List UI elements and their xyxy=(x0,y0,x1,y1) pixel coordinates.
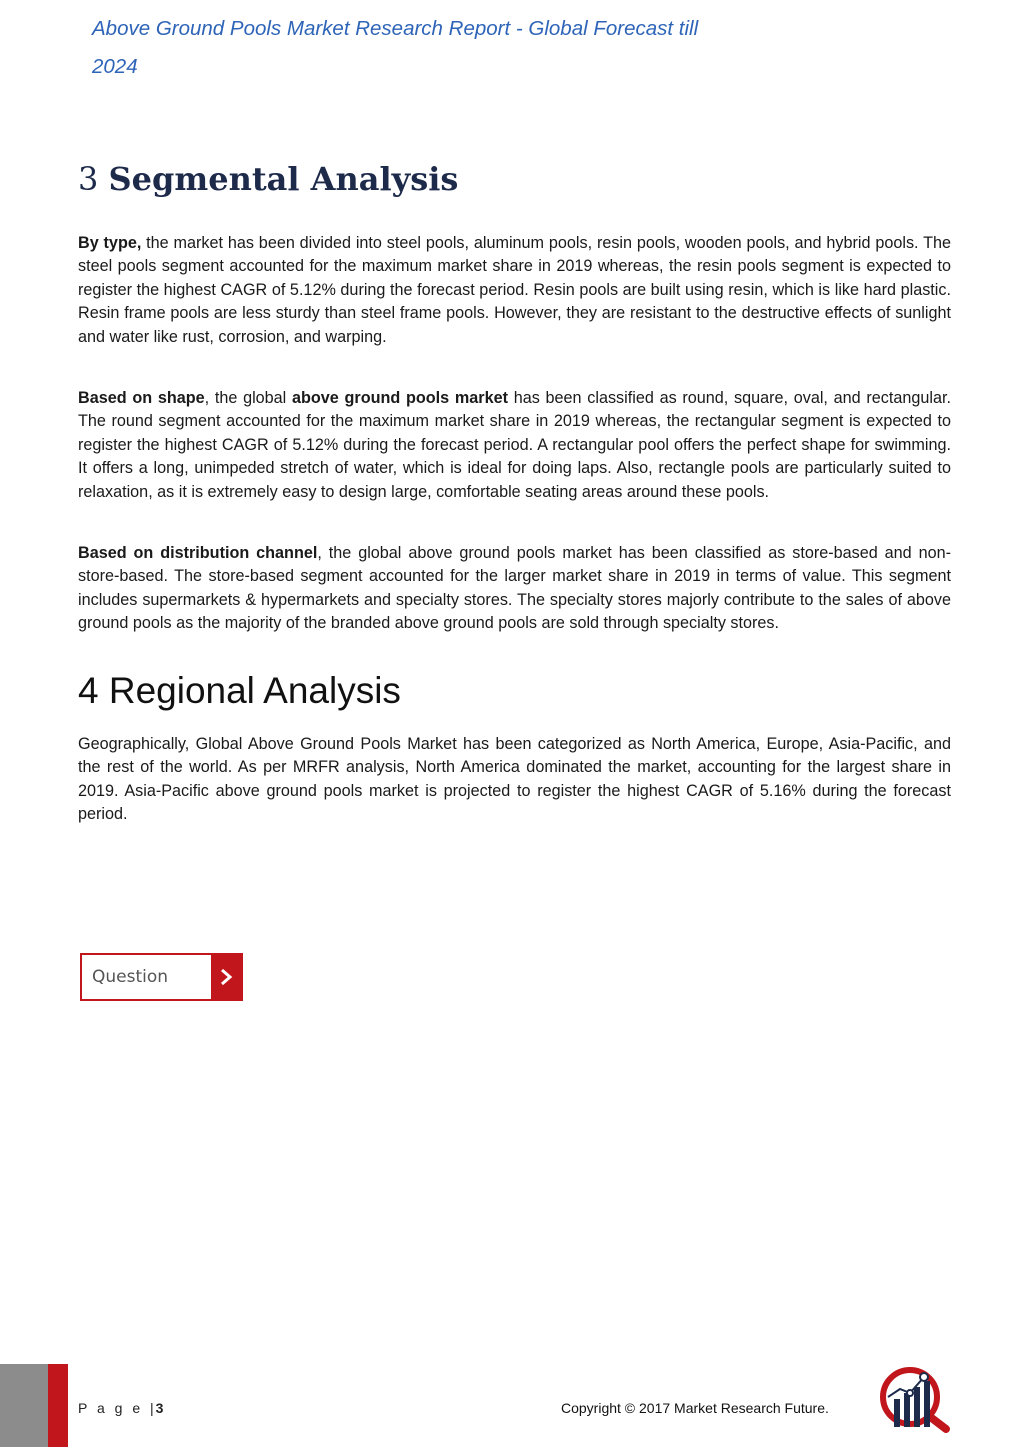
paragraph-text: the market has been divided into steel pools, aluminum pools, resin pools, wooden pools, and hybrid pools. The steel pools segment accounted for the maximum market share in 2019 whereas, the resin pools segment is expected to register the highest CAGR of 5.12% during the forecast period. Resin pools are built using resin, which is like hard plastic. Resin frame pools are less sturdy than steel frame pools. However, they are resistant to the destructive effects of sunlight and water like rust, corrosion, and warping. xyxy=(78,234,951,346)
paragraph-by-type xyxy=(78,232,951,349)
section-number: 3 xyxy=(78,160,99,198)
question-button-label: Question xyxy=(92,967,169,987)
page-number-label xyxy=(78,1400,163,1416)
question-button[interactable] xyxy=(80,953,243,1001)
paragraph-text: , the global above ground pools market has been classified as store-based and non-store-based. The store-based segment accounted for the larger market share in 2019 in terms of value. This segment includes supermarkets & hypermarkets and specialty stores. The specialty stores majorly contribute to the sales of above ground pools as the majority of the branded above ground pools are sold through specialty stores. xyxy=(78,544,951,633)
report-header-line2: 2024 xyxy=(92,55,138,78)
report-header xyxy=(92,10,792,86)
page-label-separator: | xyxy=(150,1400,154,1416)
paragraph-lead: Based on shape xyxy=(78,389,205,407)
paragraph-by-distribution-channel xyxy=(78,542,951,636)
page-number: 3 xyxy=(155,1400,164,1416)
section-heading-regional: 4 Regional Analysis xyxy=(78,670,401,711)
copyright-text: Copyright © 2017 Market Research Future. xyxy=(561,1400,829,1416)
page-label-text: P a g e xyxy=(78,1400,144,1416)
section-title: Segmental Analysis xyxy=(108,160,459,198)
paragraph-lead: Based on distribution channel xyxy=(78,544,318,562)
paragraph-emphasis: above ground pools market xyxy=(292,389,508,407)
paragraph-lead: By type, xyxy=(78,234,142,252)
section-heading-segmental xyxy=(78,160,458,198)
footer-bar-red xyxy=(48,1364,68,1447)
paragraph-text: has been classified as round, square, oval, and rectangular. The round segment accounted for the maximum market share in 2019 whereas, the rectangular segment is expected to register the highest CAGR of 5.12% during the forecast period. A rectangular pool offers the perfect shape for swimming. It offers a long, unimpeded stretch of water, which is ideal for doing laps. Also, rectangle pools are particularly suited to relaxation, as it is extremely easy to design large, comfortable seating areas around these pools. xyxy=(78,389,951,501)
paragraph-text: , the global xyxy=(204,389,292,407)
report-header-line1: Above Ground Pools Market Research Report - Global Forecast till xyxy=(92,17,699,40)
paragraph-by-shape xyxy=(78,387,951,504)
footer-bar-gray xyxy=(0,1364,48,1447)
market-research-future-logo-icon xyxy=(876,1365,952,1433)
chevron-right-icon xyxy=(211,955,241,999)
paragraph-regional: Geographically, Global Above Ground Pools Market has been categorized as North America, Europe, Asia-Pacific, and the rest of the world. As per MRFR analysis, North America dominated the market, accounting for the largest share in 2019. Asia-Pacific above ground pools market is projected to register the highest CAGR of 5.16% during the forecast period. xyxy=(78,735,951,824)
